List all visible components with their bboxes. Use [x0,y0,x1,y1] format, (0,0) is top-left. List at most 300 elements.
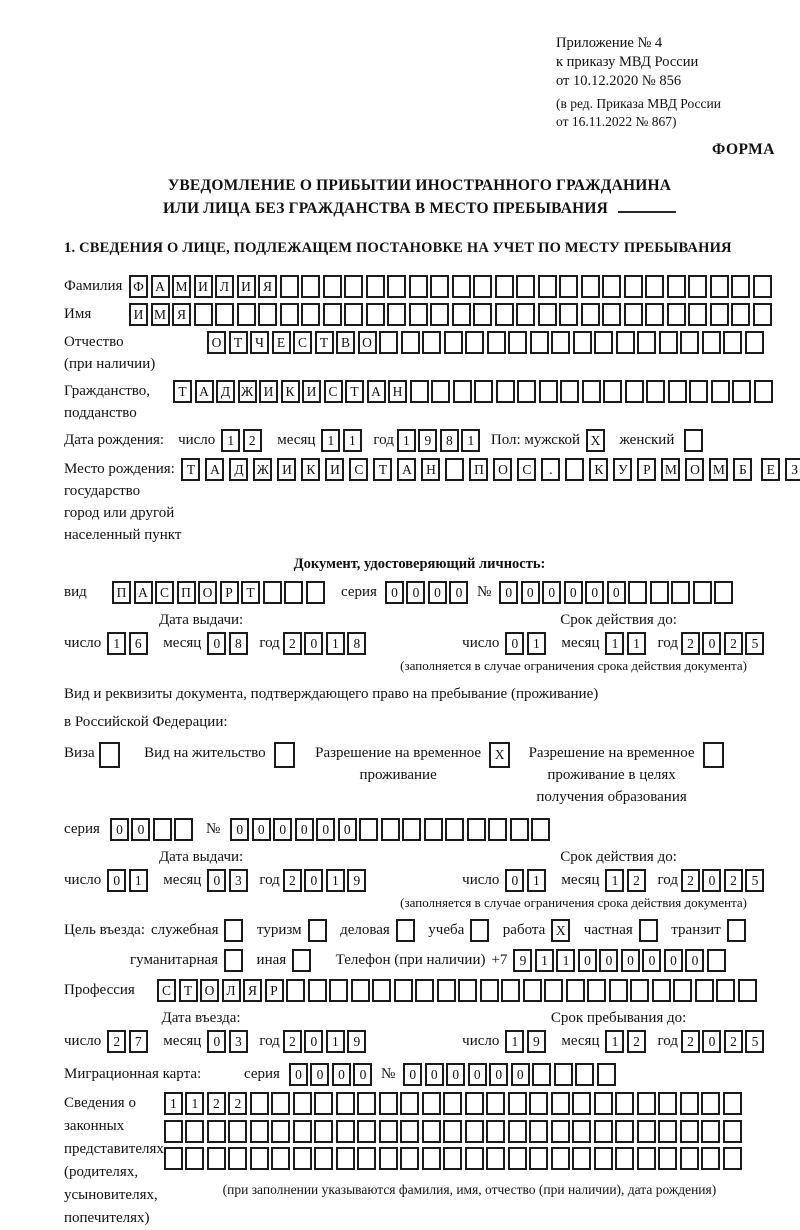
char-cell[interactable]: 0 [385,581,404,604]
char-cell[interactable] [379,331,398,354]
checkbox-cell[interactable] [292,949,311,972]
char-cell[interactable] [400,1092,419,1115]
char-cell[interactable]: 0 [521,581,540,604]
char-cell[interactable]: С [293,331,312,354]
char-cell[interactable] [701,1092,720,1115]
char-cell[interactable]: 0 [489,1063,508,1086]
char-cell[interactable] [271,1120,290,1143]
char-cell[interactable]: 0 [702,632,721,655]
char-cell[interactable]: 8 [229,632,248,655]
char-cell[interactable] [444,331,463,354]
char-cell[interactable] [582,380,601,403]
char-cell[interactable] [624,303,643,326]
char-cell[interactable] [645,275,664,298]
char-cell[interactable] [366,275,385,298]
char-cell[interactable] [658,1092,677,1115]
char-cell[interactable]: 3 [229,869,248,892]
char-cell[interactable] [628,581,647,604]
char-cell[interactable]: 0 [685,949,704,972]
char-cell[interactable] [293,1092,312,1115]
char-cell[interactable] [615,1092,634,1115]
char-cell[interactable]: 2 [283,632,302,655]
char-cell[interactable] [400,1147,419,1170]
char-cell[interactable]: А [367,380,386,403]
char-cell[interactable]: 2 [207,1092,226,1115]
char-cell[interactable]: Т [373,458,392,481]
char-cell[interactable] [615,1120,634,1143]
char-cell[interactable] [501,979,520,1002]
char-cell[interactable]: Е [761,458,780,481]
char-cell[interactable] [263,581,282,604]
char-cell[interactable] [372,979,391,1002]
char-cell[interactable]: С [517,458,536,481]
char-cell[interactable]: 0 [621,949,640,972]
char-cell[interactable] [560,380,579,403]
char-cell[interactable]: 1 [221,429,240,452]
char-cell[interactable]: Д [229,458,248,481]
char-cell[interactable] [615,1147,634,1170]
char-cell[interactable] [707,949,726,972]
char-cell[interactable] [594,1120,613,1143]
char-cell[interactable] [486,1092,505,1115]
char-cell[interactable] [495,275,514,298]
char-cell[interactable]: 9 [347,869,366,892]
char-cell[interactable] [529,1120,548,1143]
char-cell[interactable]: . [541,458,560,481]
char-cell[interactable] [551,1092,570,1115]
char-cell[interactable]: 1 [164,1092,183,1115]
checkbox-cell[interactable] [396,919,415,942]
char-cell[interactable] [594,1092,613,1115]
char-cell[interactable] [516,303,535,326]
char-cell[interactable] [671,581,690,604]
char-cell[interactable] [280,303,299,326]
char-cell[interactable]: Т [173,380,192,403]
char-cell[interactable] [486,1147,505,1170]
char-cell[interactable] [409,303,428,326]
char-cell[interactable] [624,275,643,298]
char-cell[interactable] [732,380,751,403]
char-cell[interactable]: 2 [681,1030,700,1053]
char-cell[interactable]: 5 [745,1030,764,1053]
char-cell[interactable] [680,331,699,354]
char-cell[interactable] [379,1120,398,1143]
char-cell[interactable] [517,380,536,403]
char-cell[interactable]: 1 [321,429,340,452]
char-cell[interactable] [689,380,708,403]
char-cell[interactable]: З [785,458,800,481]
char-cell[interactable] [701,1120,720,1143]
char-cell[interactable]: 1 [556,949,575,972]
char-cell[interactable] [422,1147,441,1170]
char-cell[interactable]: 0 [449,581,468,604]
char-cell[interactable]: 7 [129,1030,148,1053]
char-cell[interactable] [422,1120,441,1143]
char-cell[interactable]: Н [421,458,440,481]
char-cell[interactable] [539,380,558,403]
char-cell[interactable]: Р [637,458,656,481]
char-cell[interactable] [572,1147,591,1170]
char-cell[interactable] [609,979,628,1002]
char-cell[interactable] [702,331,721,354]
char-cell[interactable] [695,979,714,1002]
char-cell[interactable] [495,303,514,326]
char-cell[interactable] [453,380,472,403]
char-cell[interactable]: 2 [681,869,700,892]
char-cell[interactable]: 0 [406,581,425,604]
char-cell[interactable] [194,303,213,326]
char-cell[interactable]: 2 [228,1092,247,1115]
char-cell[interactable]: 8 [347,632,366,655]
char-cell[interactable] [516,275,535,298]
char-cell[interactable]: 0 [511,1063,530,1086]
char-cell[interactable] [551,1120,570,1143]
char-cell[interactable]: 0 [338,818,357,841]
char-cell[interactable] [646,380,665,403]
char-cell[interactable] [602,275,621,298]
char-cell[interactable]: С [157,979,176,1002]
char-cell[interactable] [673,979,692,1002]
char-cell[interactable] [185,1120,204,1143]
char-cell[interactable] [659,331,678,354]
char-cell[interactable] [645,303,664,326]
char-cell[interactable] [701,1147,720,1170]
char-cell[interactable] [357,1092,376,1115]
char-cell[interactable] [443,1092,462,1115]
char-cell[interactable]: И [194,275,213,298]
char-cell[interactable] [745,331,764,354]
char-cell[interactable] [652,979,671,1002]
char-cell[interactable] [228,1120,247,1143]
char-cell[interactable]: А [151,275,170,298]
char-cell[interactable] [286,979,305,1002]
char-cell[interactable] [452,275,471,298]
char-cell[interactable] [357,1120,376,1143]
char-cell[interactable]: 0 [702,869,721,892]
char-cell[interactable] [723,1092,742,1115]
char-cell[interactable] [250,1147,269,1170]
char-cell[interactable] [637,1120,656,1143]
char-cell[interactable] [658,1120,677,1143]
char-cell[interactable] [630,979,649,1002]
char-cell[interactable] [293,1147,312,1170]
checkbox-cell[interactable] [470,919,489,942]
char-cell[interactable] [637,331,656,354]
char-cell[interactable]: И [129,303,148,326]
char-cell[interactable] [271,1092,290,1115]
char-cell[interactable]: 0 [304,1030,323,1053]
checkbox-cell[interactable]: X [489,742,510,768]
char-cell[interactable]: 9 [347,1030,366,1053]
char-cell[interactable] [637,1147,656,1170]
char-cell[interactable]: 0 [585,581,604,604]
char-cell[interactable] [301,275,320,298]
char-cell[interactable]: С [349,458,368,481]
char-cell[interactable] [387,303,406,326]
char-cell[interactable]: О [493,458,512,481]
char-cell[interactable] [422,331,441,354]
char-cell[interactable] [566,979,585,1002]
char-cell[interactable] [688,275,707,298]
char-cell[interactable] [581,303,600,326]
char-cell[interactable] [357,1147,376,1170]
char-cell[interactable]: 9 [527,1030,546,1053]
char-cell[interactable] [667,275,686,298]
char-cell[interactable]: 0 [425,1063,444,1086]
checkbox-cell[interactable] [639,919,658,942]
char-cell[interactable] [716,979,735,1002]
char-cell[interactable] [554,1063,573,1086]
char-cell[interactable]: М [709,458,728,481]
checkbox-cell[interactable]: X [586,429,605,452]
char-cell[interactable] [538,275,557,298]
char-cell[interactable] [668,380,687,403]
char-cell[interactable] [575,1063,594,1086]
char-cell[interactable]: Л [222,979,241,1002]
char-cell[interactable] [529,1092,548,1115]
char-cell[interactable] [401,331,420,354]
char-cell[interactable] [532,1063,551,1086]
char-cell[interactable] [658,1147,677,1170]
char-cell[interactable]: О [685,458,704,481]
checkbox-cell[interactable] [99,742,120,768]
char-cell[interactable] [293,1120,312,1143]
char-cell[interactable]: М [661,458,680,481]
char-cell[interactable] [530,331,549,354]
char-cell[interactable] [465,1147,484,1170]
char-cell[interactable] [693,581,712,604]
checkbox-cell[interactable] [224,919,243,942]
char-cell[interactable]: Р [220,581,239,604]
char-cell[interactable] [379,1092,398,1115]
char-cell[interactable] [508,1147,527,1170]
char-cell[interactable] [602,303,621,326]
char-cell[interactable]: 2 [107,1030,126,1053]
char-cell[interactable] [437,979,456,1002]
char-cell[interactable]: 0 [564,581,583,604]
char-cell[interactable] [306,581,325,604]
char-cell[interactable]: 0 [316,818,335,841]
checkbox-cell[interactable] [703,742,724,768]
char-cell[interactable] [680,1092,699,1115]
char-cell[interactable]: 1 [107,632,126,655]
char-cell[interactable] [402,818,421,841]
char-cell[interactable] [711,380,730,403]
char-cell[interactable] [336,1092,355,1115]
char-cell[interactable]: Н [388,380,407,403]
char-cell[interactable]: 0 [131,818,150,841]
char-cell[interactable] [723,1147,742,1170]
char-cell[interactable]: 0 [110,818,129,841]
char-cell[interactable] [387,275,406,298]
char-cell[interactable] [738,979,757,1002]
checkbox-cell[interactable]: X [551,919,570,942]
char-cell[interactable]: 1 [343,429,362,452]
char-cell[interactable] [400,1120,419,1143]
char-cell[interactable] [164,1120,183,1143]
char-cell[interactable]: 0 [468,1063,487,1086]
char-cell[interactable] [594,1147,613,1170]
char-cell[interactable]: 2 [627,869,646,892]
char-cell[interactable]: 0 [207,1030,226,1053]
char-cell[interactable]: 0 [578,949,597,972]
char-cell[interactable]: 0 [542,581,561,604]
char-cell[interactable] [458,979,477,1002]
char-cell[interactable]: О [358,331,377,354]
char-cell[interactable]: 1 [627,632,646,655]
char-cell[interactable] [336,1120,355,1143]
char-cell[interactable]: О [207,331,226,354]
char-cell[interactable] [587,979,606,1002]
char-cell[interactable]: 1 [535,949,554,972]
char-cell[interactable] [336,1147,355,1170]
char-cell[interactable]: 1 [605,1030,624,1053]
char-cell[interactable] [271,1147,290,1170]
char-cell[interactable] [250,1092,269,1115]
char-cell[interactable]: В [336,331,355,354]
char-cell[interactable]: Т [179,979,198,1002]
char-cell[interactable]: 2 [283,1030,302,1053]
char-cell[interactable] [488,818,507,841]
char-cell[interactable]: 2 [627,1030,646,1053]
char-cell[interactable] [344,303,363,326]
char-cell[interactable] [443,1120,462,1143]
char-cell[interactable] [551,1147,570,1170]
char-cell[interactable] [597,1063,616,1086]
char-cell[interactable] [723,1120,742,1143]
char-cell[interactable] [308,979,327,1002]
char-cell[interactable]: Я [258,275,277,298]
char-cell[interactable]: 5 [745,632,764,655]
char-cell[interactable] [508,1092,527,1115]
char-cell[interactable] [465,1092,484,1115]
char-cell[interactable]: 0 [252,818,271,841]
char-cell[interactable]: 5 [745,869,764,892]
char-cell[interactable] [351,979,370,1002]
char-cell[interactable]: 6 [129,632,148,655]
char-cell[interactable] [237,303,256,326]
char-cell[interactable]: 1 [605,869,624,892]
char-cell[interactable]: М [172,275,191,298]
char-cell[interactable] [474,380,493,403]
char-cell[interactable]: К [281,380,300,403]
char-cell[interactable] [185,1147,204,1170]
char-cell[interactable]: 0 [353,1063,372,1086]
char-cell[interactable]: 1 [185,1092,204,1115]
char-cell[interactable] [445,458,464,481]
char-cell[interactable]: 0 [428,581,447,604]
char-cell[interactable]: Ч [250,331,269,354]
checkbox-cell[interactable] [684,429,703,452]
char-cell[interactable]: 0 [599,949,618,972]
char-cell[interactable] [565,458,584,481]
char-cell[interactable]: К [301,458,320,481]
char-cell[interactable] [496,380,515,403]
char-cell[interactable]: 0 [642,949,661,972]
char-cell[interactable]: 9 [418,429,437,452]
char-cell[interactable] [366,303,385,326]
char-cell[interactable] [174,818,193,841]
char-cell[interactable] [486,1120,505,1143]
char-cell[interactable]: 2 [724,1030,743,1053]
char-cell[interactable]: 0 [107,869,126,892]
char-cell[interactable]: Ж [238,380,257,403]
char-cell[interactable] [581,275,600,298]
char-cell[interactable] [465,1120,484,1143]
char-cell[interactable]: И [302,380,321,403]
char-cell[interactable] [409,275,428,298]
char-cell[interactable] [153,818,172,841]
char-cell[interactable] [344,275,363,298]
char-cell[interactable]: 1 [326,869,345,892]
char-cell[interactable]: 0 [403,1063,422,1086]
char-cell[interactable] [650,581,669,604]
char-cell[interactable]: 0 [273,818,292,841]
char-cell[interactable]: 3 [229,1030,248,1053]
checkbox-cell[interactable] [224,949,243,972]
char-cell[interactable]: С [155,581,174,604]
char-cell[interactable]: 0 [295,818,314,841]
char-cell[interactable] [551,331,570,354]
char-cell[interactable] [452,303,471,326]
char-cell[interactable]: 2 [283,869,302,892]
char-cell[interactable]: Я [243,979,262,1002]
char-cell[interactable] [323,303,342,326]
char-cell[interactable] [207,1120,226,1143]
char-cell[interactable]: Р [265,979,284,1002]
checkbox-cell[interactable] [727,919,746,942]
char-cell[interactable]: 1 [397,429,416,452]
char-cell[interactable]: 0 [230,818,249,841]
char-cell[interactable] [508,1120,527,1143]
char-cell[interactable] [329,979,348,1002]
char-cell[interactable] [431,380,450,403]
char-cell[interactable]: Т [241,581,260,604]
char-cell[interactable]: 2 [724,869,743,892]
char-cell[interactable] [415,979,434,1002]
char-cell[interactable]: 9 [513,949,532,972]
char-cell[interactable]: П [177,581,196,604]
char-cell[interactable] [379,1147,398,1170]
char-cell[interactable]: Л [215,275,234,298]
char-cell[interactable] [473,303,492,326]
char-cell[interactable] [394,979,413,1002]
char-cell[interactable] [280,275,299,298]
char-cell[interactable] [710,303,729,326]
char-cell[interactable]: А [397,458,416,481]
char-cell[interactable] [164,1147,183,1170]
char-cell[interactable] [573,331,592,354]
char-cell[interactable]: 0 [702,1030,721,1053]
char-cell[interactable] [430,275,449,298]
char-cell[interactable]: А [195,380,214,403]
char-cell[interactable] [529,1147,548,1170]
char-cell[interactable] [445,818,464,841]
char-cell[interactable]: 1 [605,632,624,655]
char-cell[interactable]: 1 [326,632,345,655]
char-cell[interactable]: 1 [129,869,148,892]
char-cell[interactable]: 0 [289,1063,308,1086]
char-cell[interactable] [508,331,527,354]
char-cell[interactable] [301,303,320,326]
char-cell[interactable] [381,818,400,841]
char-cell[interactable]: 8 [440,429,459,452]
char-cell[interactable] [616,331,635,354]
char-cell[interactable] [625,380,644,403]
char-cell[interactable] [559,303,578,326]
char-cell[interactable] [731,275,750,298]
char-cell[interactable]: И [259,380,278,403]
